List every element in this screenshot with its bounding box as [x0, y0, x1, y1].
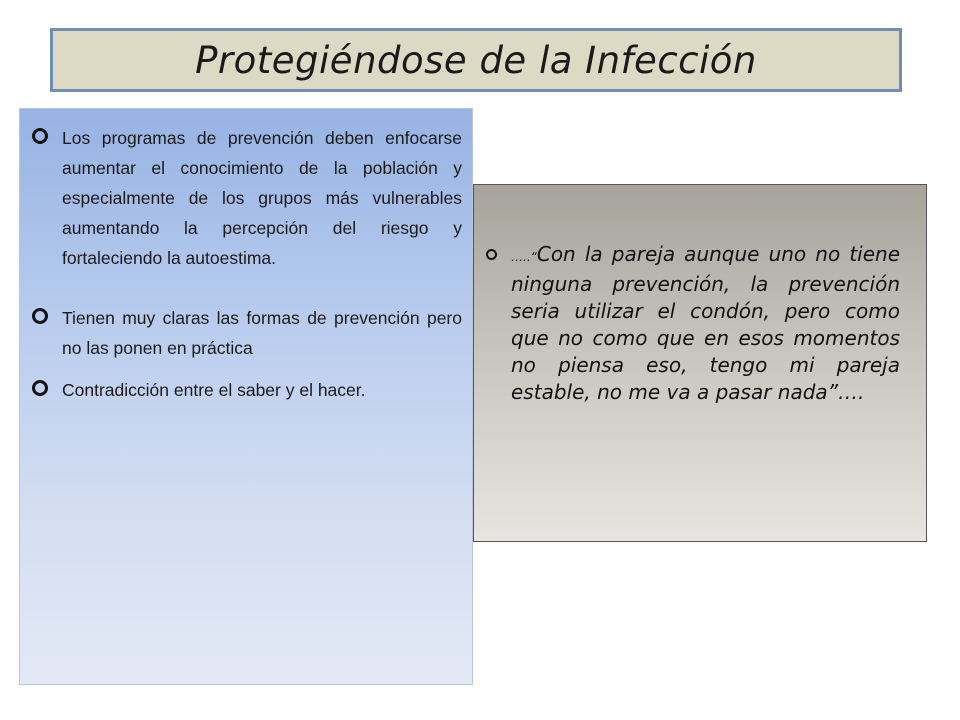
quote-panel [473, 184, 927, 542]
bullet-text: Contradicción entre el saber y el hacer. [62, 380, 366, 400]
quote-lead: …..“ [511, 250, 537, 264]
title-banner [50, 28, 902, 92]
quote-body: Con la pareja aunque uno no tiene ninguna prevención, la prevención seria utilizar el condón, pero como que no como que en esos momentos no piensa eso, tengo mi pareja estable, no me va a pasar nada”…. [511, 242, 900, 404]
ring-bullet-icon [32, 308, 48, 324]
bullet-item-prevention-forms [32, 303, 462, 363]
bullet-item-prevention-programs [32, 123, 462, 273]
quote-item [486, 241, 900, 406]
quote-text [511, 241, 900, 406]
left-content-panel [19, 108, 473, 685]
ring-bullet-icon [32, 128, 48, 144]
ring-bullet-icon [486, 249, 497, 260]
ring-bullet-icon [32, 380, 48, 396]
bullet-text: Los programas de prevención deben enfocarse aumentar el conocimiento de la población y especialmente de los grupos más vulnerables aumentando la percepción del riesgo y fortaleciendo la autoestima. [62, 128, 462, 268]
slide-title: Protegiéndose de la Infección [195, 38, 757, 82]
bullet-item-contradiction [32, 375, 462, 405]
bullet-text: Tienen muy claras las formas de prevención pero no las ponen en práctica [62, 308, 462, 358]
bullet-list [32, 123, 462, 405]
